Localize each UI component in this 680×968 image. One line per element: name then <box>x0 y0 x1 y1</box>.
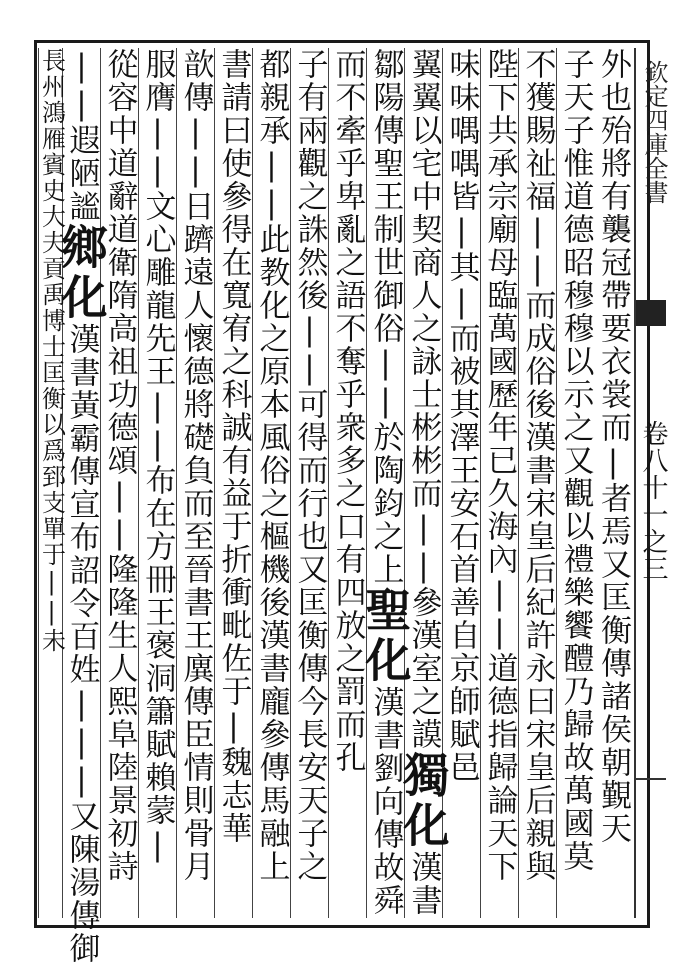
column-text: 歆傳||日躋遠人懷德將礎負而至晉書王廙傳臣情則骨月 <box>177 48 214 883</box>
volume-label: 卷八十一之三 <box>638 420 668 582</box>
text-column-15 <box>54 48 109 965</box>
column-text: 漢書劉向傳故舜 <box>367 686 404 917</box>
margin-title: 欽定四庫全書 <box>640 60 668 204</box>
column-text: 外也殆將有襲冠帶要衣裳而|者焉又匡衡傳諸侯朝覲天 <box>595 48 631 845</box>
column-text: 服膺||文心雕龍先王||布在方冊王褒洞簫賦賴蒙| <box>139 48 176 865</box>
text-column-10 <box>252 48 290 918</box>
text-column-4 <box>480 48 518 918</box>
text-column-8 <box>328 48 366 918</box>
headword: 獨化 <box>396 751 451 851</box>
text-column-3 <box>518 48 556 918</box>
column-text: 都親承||此教化之原本風俗之樞機後漢書龐參傳馬融上 <box>253 48 290 883</box>
text-column-7 <box>358 48 413 918</box>
column-text: 翼翼以宅中契商人之詠士彬彬而||參漢室之謨 <box>405 48 442 751</box>
text-column-13 <box>138 48 176 918</box>
column-text: 從容中道辭道衛隋高祖功德頌||隆隆生人熙阜陸景初詩 <box>101 48 138 883</box>
column-text: 陛下共承宗廟母臨萬國歷年已久海內||道德指歸論天下 <box>481 48 518 883</box>
text-column-1 <box>594 48 632 918</box>
text-column-14 <box>100 48 138 918</box>
text-column-2 <box>556 48 594 918</box>
column-text: ||遐陋謐 <box>63 48 100 223</box>
text-column-12 <box>176 48 214 918</box>
margin-tick <box>636 778 666 780</box>
margin-rule <box>634 48 636 918</box>
text-column-16 <box>38 48 64 918</box>
column-text: 子天子惟道德昭穆穆以示之又觀以禮樂饗醴乃歸故萬國莫 <box>557 48 594 873</box>
column-text: 長州鴻雁賓 <box>37 48 66 178</box>
column-text: 漢書黃霸傳宣布詔令百姓|||又陳湯傳御 <box>63 323 100 965</box>
text-column-9 <box>290 48 328 918</box>
headword: 鄉化 <box>54 223 109 323</box>
text-column-6 <box>396 48 451 918</box>
text-column-11 <box>214 48 252 918</box>
column-text: 漢書 <box>405 851 442 917</box>
column-text: 鄒陽傳聖王制世御俗||於陶鈞之上 <box>367 48 404 586</box>
headword: 聖化 <box>358 586 413 686</box>
column-text: 而不牽乎卑亂之語不奪乎衆多之口有四放之罰而孔 <box>329 48 366 774</box>
column-text: 史大夫貢禹博士匡衡以爲郅支單于||未 <box>37 178 66 654</box>
column-text: 子有兩觀之誅然後||可得而行也又匡衡傳今長安天子之 <box>291 48 328 883</box>
fishtail-mark <box>636 300 666 326</box>
column-text: 味味喁喁皆|其|而被其澤王安石首善自京師賦邑 <box>443 48 480 784</box>
column-text: 不獲賜祉福||而成俗後漢書宋皇后紀許永曰宋皇后親與 <box>519 48 556 883</box>
column-text: 書請曰使參得在寬宥之科誠有益于折衝毗佐于|魏志華 <box>215 48 252 845</box>
